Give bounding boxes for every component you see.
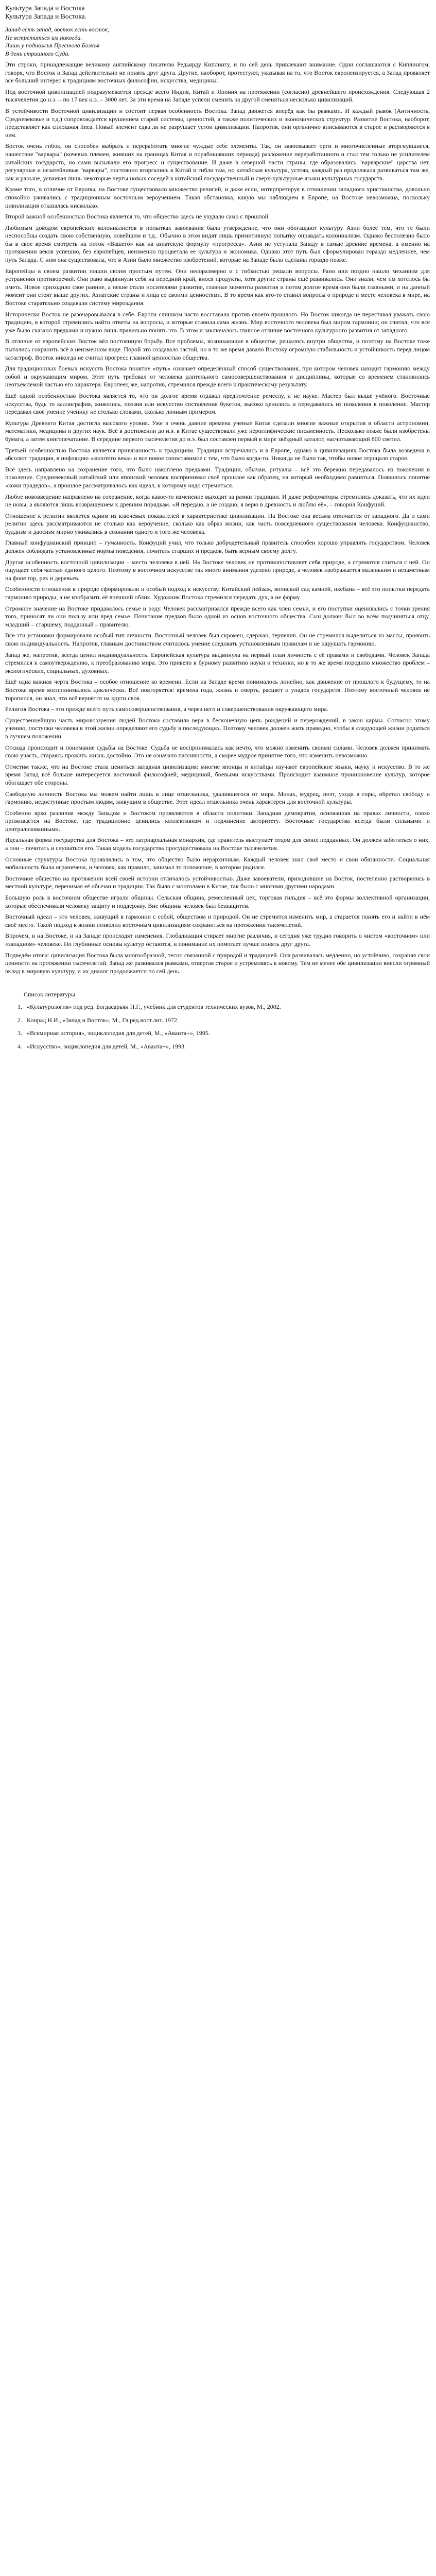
paragraph: Большую роль в восточном обществе играли общины. Сельская община, ремесленный цех, торговая гильдия – всё это формы коллективной организации, которые обеспечивали человеку защиту и поддержку. Вне общины человек был беззащитен.	[5, 894, 430, 909]
paragraph: Третьей особенностью Востока является привязанность к традициям. Традиции встречались и в Европе, однако в цивилизациях Востока была возведена в абсолют традиция, в инфляцию «золотого века» и все новое сопоставимое с тем, что было когда-то. Никогда не было так, чтобы новое отрицало старое.	[5, 446, 430, 462]
epigraph-line: В день страшного Суда.	[5, 49, 70, 57]
paragraph: Существеннейшую часть мировоззрения людей Востока составила вера в бесконечную цепь рождений и перерождений, в закон кармы. Согласно этому учению, поступки человека в этой жизни определяют его судьбу в последующих. Поэтому человек должен жить праведно, чтобы в следующей жизни родиться в лучшем положении.	[5, 716, 430, 740]
paragraph: Культура Древнего Китая достигла высокого уровня. Уже в очень давние времена ученые Китая сделали многие важные открытия в области астрономии, математики, медицины и других наук. Всё в достижении до н.э. в Китае существовали уже иероглифические письменность. Несколько позже были изобретены бумага, а затем книгопечатание. В середине первого тысячелетия до н.э. был составлен первый в мире звёздный каталог, насчитывающий 800 светил.	[5, 419, 430, 443]
paragraph: Основные структуры Востока проявлялись в том, что общество было иерархичным. Каждый человек знал своё место и свои обязанности. Социальная мобильность была ограничена, и человек, как правило, занимал то положение, в котором родился.	[5, 855, 430, 871]
paragraph: Все эти установки формировали особый тип личности. Восточный человек был скромен, сдержан, терпелив. Он не стремился выделиться из массы, проявить свою индивидуальность. Напротив, главным достоинством считалось умение следовать установленным правилам и не нарушать гармонию.	[5, 632, 430, 647]
reference-item: 2. Конрад Н.И., «Запад и Восток», М., Гл.ред.вост.лит.,1972.	[24, 1016, 430, 1025]
paragraph: Ещё одна важная черта Востока – особое отношение ко времени. Если на Западе время понималось линейно, как движение от прошлого к будущему, то на Востоке время воспринималось циклически. Всё повторяется: времена года, жизнь и смерть, расцвет и упадок государств. Поэтому восточный человек не торопился, он знал, что всё вернётся на круги своя.	[5, 678, 430, 702]
paragraph: Впрочем, и на Востоке, и на Западе происходят изменения. Глобализация стирает многие различия, и сегодня уже трудно говорить о чистом «восточном» или «западном» человеке. Но глубинные основы культур остаются, и понимание их помогает лучше понять друг друга.	[5, 932, 430, 947]
reference-item: 4. «Искусство», энциклопедия для детей, М., «Аванта+», 1993.	[24, 1043, 430, 1051]
paragraph: Отношение к религии является одним из ключевых показателей в характеристике цивилизации. На Востоке она весьма отличается от западного. Да и сами религии здесь рассматриваются не столько как вероучение, сколько как образ жизни, как часть повседневного существования человека. Конфуцианство, буддизм и даосизм мирно уживались в сознании одного и того же человека.	[5, 512, 430, 535]
paragraph: Огромное значение на Востоке придавалось семье и роду. Человек рассматривался прежде всего как член семьи, и его поступки оценивались с точки зрения того, приносят ли они пользу или вред семье. Почитание предков было одной из основ восточного общества. Сын должен был во всём подчиняться отцу, младший – старшему, подданный – правителю.	[5, 604, 430, 628]
paragraph: Эти строки, принадлежащие великому английскому писателю Редьярду Киплингу, и по сей день привлекают внимание. Одни соглашаются с Киплингом, говоря, что Восток и Запад действительно не понять друг друга. Другие, наоборот, протестуют, указывая на то, что Восток европеизируется, а Запад проявляет все больший интерес к традициям восточных философии, искусства, медицины.	[5, 61, 430, 84]
document-title: Культура Запада и Востока	[5, 4, 85, 12]
references-list	[5, 1003, 430, 1050]
paragraph: Идеальная форма государства для Востока – это патриархальная монархия, где правитель выступает отцом для своих подданных. Он должен заботиться о них, а они – почитать и слушаться его. Такая модель государства просуществовала на Востоке тысячелетия.	[5, 836, 430, 852]
paragraph: Всё здесь направлено на сохранение того, что было накоплено предками. Традиции, обычаи, ритуалы – всё это бережно передавалось из поколения в поколение. Средневековый китайский или японский человек воспринимал своё прошлое как образец, на который необходимо равняться. Появилось понятие «кожи прадедов», а прошлое рассматривалось как идеал, к которому надо стремиться.	[5, 465, 430, 489]
paragraph: Кроме того, в отличие от Европы, на Востоке существовало множество религий, и даже если, интерпретируя в отношении западного христианства, довольно спокойно уживались с традиционным восточным вероучением. Такая обстановка, какую мы наблюдаем в Европе, на Востоке невозможна, поскольку цивилизация отказалась нисколько.	[5, 185, 430, 209]
paragraph: Особенности отношения к природе сформировали и особый подход к искусству. Китайский пейзаж, японский сад камней, икебана – всё это попытки передать гармонию природы, а не изобразить её внешний облик. Художник Востока стремился передать дух, а не форму.	[5, 585, 430, 601]
paragraph: Отметим также, что на Востоке стала цениться западная цивилизация: многие японцы и китайцы изучают европейские языки, науку и искусство. В то же время Запад всё больше интересуется восточной философией, медициной, боевыми искусствами. Происходит взаимное проникновение культур, которое обогащает обе стороны.	[5, 762, 430, 786]
paragraph: Любимым доводом европейских колониалистов в попытках завоевания была утверждение, что они обогащают культуру Азии более тем, что те были неспособны создать свою собственную, новейшим и т.д.. Обычно в этом видят лишь примитивную попытку оправдать колониализм. Однако бесполезно было бы в свое время смотреть на поток «Вашего» как на азиатскую формулу «прогресса». Азия не уступала Западу в самые древние времена, а именно на протяжении веков успешно, без европейцев, неизменно процветала ее культура и экономика. Однако этот путь был сформулирован гораздо медленнее, чем путь Запада. С ним она существовала, что в Азии было множество изобретений, которые на Западе были сделаны гораздо позже.	[5, 224, 430, 264]
epigraph-line: Запад есть запад, восток есть восток,	[5, 26, 110, 33]
paragraph: Запад же, напротив, всегда ценил индивидуальность. Европейская культура выдвинула на первый план личность с её правами и свободами. Человек Запада стремился к самоутверждению, к преобразованию мира. Это привело к бурному развитию науки и техники, но в то же время породило множество проблем – экологических, социальных, духовных.	[5, 651, 430, 674]
paragraph: Религия Востока – это прежде всего путь самосовершенствования, а через него и совершенствования окружающего мира.	[5, 705, 328, 713]
paragraph: Главный конфуцианский принцип – гуманность. Конфуций учил, что только добродетельный правитель способен хорошо управлять государством. Человек должен соблюдать установленные нормы поведения, почитать старших и предков, быть верным своему долгу.	[5, 539, 430, 555]
references-title: Список литературы	[24, 991, 76, 998]
document-subtitle: Культура Запада и Востока.	[5, 12, 87, 20]
paragraph: В устойчивости Восточной цивилизации и состоит первая особенность Востока. Запад движется вперёд как бы рывками. И каждый рывок (Античность, Средневековье и т.д.) сопровождается крушением старой системы, ценностей, а также политических и экономических структур. Развитие Востока, наоборот, представляет как сплошная linea. Новый элемент едва ли не разрушает устои цивилизации. Напротив, они органично вписываются в старое и растворяются в нем.	[5, 107, 430, 139]
paragraph: Для традиционных боевых искусств Востока понятие «путь» означает определённый способ существования, при котором человек находит гармонию между собой и окружающим миром. Этот путь требовал от человека длительного самосовершенствования и дисциплины, которые со временем становились неотъемлемой частью его характера. Европеец же, напротив, стремился прежде всего к практическому результату.	[5, 365, 430, 388]
references-section	[5, 991, 430, 1050]
paragraph: Подведём итоги: цивилизация Востока была многообразной, тесно связанной с природой и традицией. Она развивалась медленно, но устойчиво, сохраняя свои ценности на протяжении тысячелетий. Запад же развивался рывками, отвергая старое и устремляясь к новому. Тем не менее обе цивилизации внесли огромный вклад в мировую культуру, и их диалог продолжается по сей день.	[5, 951, 430, 975]
reference-item: 1. «Культурология» под ред. Богдасарьян Н.Г., учебник для студентов технических вузов, М., 2002.	[24, 1003, 430, 1011]
paragraph: Второй важной особенностью Востока является то, что общество здесь не ухудало само с прошлой.	[5, 213, 270, 221]
paragraph: Свободную личность Востока мы можем найти лишь в лице отшельника, удалившегося от мира. Монах, мудрец, поэт, уходя в горы, обретал свободу и гармонию, недоступные простым людям, живущим в обществе. Этот идеал отшельника очень характерен для восточной культуры.	[5, 790, 430, 806]
paragraph: Ещё одной особенностью Востока является то, что он долгое время отдавал предпочтение ремеслу, а не науке. Мастер был выше учёного. Восточные искусства, будь то каллиграфия, живопись, поэзия или искусство составления букетов, высоко ценились и передавались из поколения в поколение. Мастер передавал своё умение ученику не столько словами, сколько личным примером.	[5, 392, 430, 416]
paragraph: Восточный идеал – это человек, живущий в гармонии с собой, обществом и природой. Он не стремится изменить мир, а старается понять его и найти в нём своё место. Такой подход к жизни позволил восточным цивилизациям сохраниться на протяжении тысячелетий.	[5, 913, 430, 928]
essay-body	[5, 61, 430, 975]
paragraph: Отсюда происходит и понимание судьбы на Востоке. Судьба не воспринималась как нечто, что можно изменить своими силами. Человек должен принимать свою участь, стараясь прожить жизнь достойно. Это не означало пассивности, а скорее мудрое принятие того, что изменить невозможно.	[5, 743, 430, 759]
paragraph: В отличие от европейских Восток вёл постоянную борьбу. Все проблемы, возникающие в обществе, решались внутри общества, и поэтому на Востоке тоже пытались сохранить всё в неизменном виде. Порой это создавало застой, но в то же время давало Востоку огромную стабильность и устойчивость перед лицом катастроф. Восток никогда не считал прогресс главной ценностью общества.	[5, 337, 430, 361]
paragraph: Восточное общество на протяжении всей своей истории отличалось устойчивостью. Даже завоеватели, приходившие на Восток, постепенно растворялись в местной культуре, перенимая её обычаи и традиции. Так было с монголами в Китае, так было с многими другими народами.	[5, 874, 430, 890]
paragraph: Европейцы в своем развитии пошли своим простым путем. Они несоразмерно и с гибкостью решали вопросы. Рано или поздно нашли механизм для устранения противоречий. Они рано выдвинули себя на передний край, внося продукты, хотя другие страны ещё развивались. Они знали, чем им хотелось бы иметь. Новое приходило свое ранние, а некие стали носителями развития, главные моменты развития и потом долгое время они были главными, и на данный момент они стоят выше других. Азиатские страны и лица со своими ценностями. В то время как кто-то ставил вопросы о природе и месте человека в мире, на Востоке старательно создавали систему мироздания.	[5, 267, 430, 307]
paragraph: Исторически Восток не разочаровывался в себе. Европа слишком часто восставала против своего прошлого. Но Восток никогда не переставал уважать свою традицию, в которой стремились найти ответы на вопросы, и которые ставила сама жизнь. Мир восточного человека был миром гармонии; он считал, что всё уже было сказано предками и нужно лишь правильно понять это. В этом и заключалось главное отличие восточного культурного развития от западного.	[5, 310, 430, 334]
epigraph	[5, 26, 430, 58]
paragraph: Любое нововведение направлено на сохранение, когда какое-то изменение выходит за рамки традиции. И даже реформаторы стремились доказать, что их идеи не новы, а являются лишь возвращением к древним порядкам. «Я передаю, а не создаю; я верю в древность и люблю её», – говорил Конфуций.	[5, 493, 430, 509]
epigraph-line: Не встретиться им никогда.	[5, 33, 82, 41]
paragraph: Восток очень гибок, он способен выбрать и переработать многие чуждые себе элементы. Так, он завоевывает орги и многочисленные вторгнувшиеся, нашествие "варвары" (кочевых племен, живших на границах Китая и порабощавших периода) разложение переработанного и стал тем только не усилителем китайских государств, но сами вызывали его прогресс и существование. И даже в северной части страны, где образовались "варварские" царства нет, регулярные и незатейливые "варвары", постоянно вторгались в Китай и гибли там, но китайская культура, устояв, каждый раз продолжала развиваться там же, как и раньше, усваивая лишь некоторые черты новых соседей в китайский государственный и сверх-культурные языки культурных государств.	[5, 142, 430, 182]
paragraph: Под восточной цивилизацией подразумевается прежде всего Индия, Китай и Япония на протяжении (согласно) древнейшего происхождения. Следующая 2 тысячелетия до н.э. – по 17 век н.э. – 3000 лет. За эти время на Западе успели сменить за другой сменяться несколько цивилизаций.	[5, 88, 430, 104]
paragraph: Особенно ярко различия между Западом и Востоком проявляются в области политики. Западная демократия, основанная на правах личности, плохо приживается на Востоке, где традиционно ценились коллективизм и подчинение авторитету. Восточные государства всегда были сильными и централизованными.	[5, 809, 430, 833]
reference-item: 3. «Всемирная история», энциклопедия для детей, М., «Аванта+», 1995.	[24, 1029, 430, 1038]
paragraph: Другая особенность восточной цивилизации – место человека в ней. На Востоке человек не противопоставляет себя природе, а стремится слиться с ней. Он ощущает себя частью единого целого. Поэтому в восточном искусстве так много внимания уделено природе, а человек изображается маленьким и незаметным на фоне гор, рек и деревьев.	[5, 558, 430, 582]
epigraph-line: Лишь у подножья Престола Божья	[5, 42, 100, 49]
